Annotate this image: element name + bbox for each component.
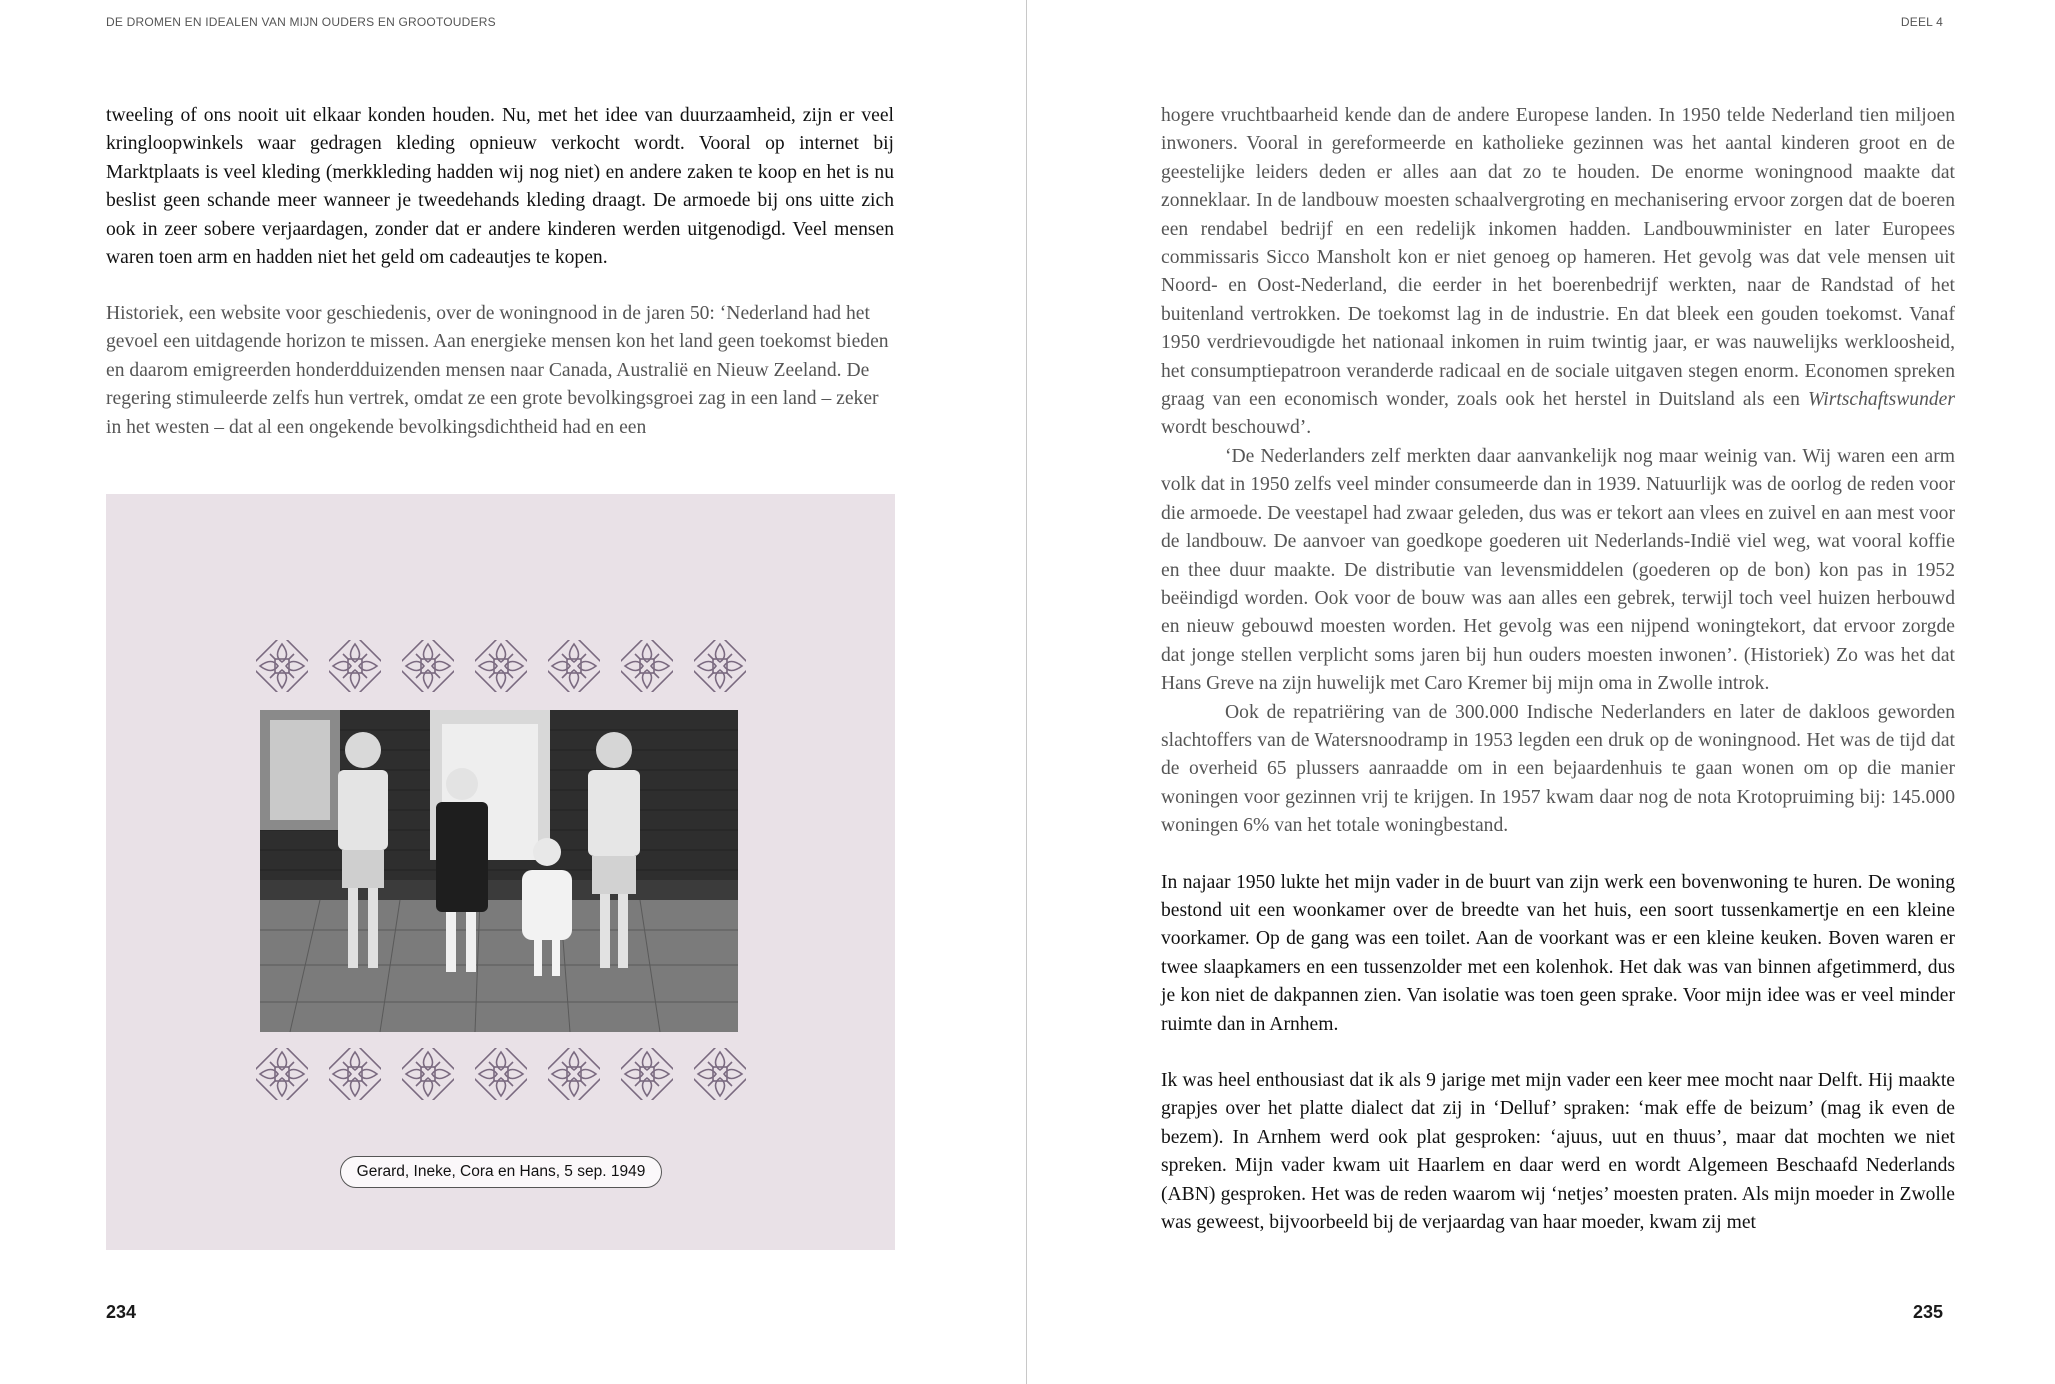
ornament-icon [694, 640, 746, 692]
running-head-right: DEEL 4 [1900, 15, 1943, 29]
ornament-icon [329, 1048, 381, 1100]
ornament-icon [548, 640, 600, 692]
paragraph-text: wordt beschouwd’. [1161, 417, 1312, 439]
paragraph: In najaar 1950 lukte het mijn vader in de buurt van zijn werk een bovenwoning te huren. De woning bestond uit een woonkamer over de breedte van het huis, een soort tussenkamertje en een kleine voorkamer. Op de gang was een toilet. Aan de voorkant was er een kleine keuken. Boven waren er twee slaapkamers en een tussenzolder met een kolenhok. Het dak was van binnen afgetimmerd, dus je kon niet de dakpannen zien. Van isolatie was toen geen sprake. Voor mijn idee was er veel minder ruimte dan in Arnhem. [1161, 871, 1955, 1035]
ornament-icon [548, 1048, 600, 1100]
page-number-left: 234 [106, 1302, 137, 1322]
paragraph: Ook de repatriëring van de 300.000 Indische Nederlanders en later de dakloos geworden slachtoffers van de Watersnoodramp in 1953 legden een druk op de woningnood. Het was de tijd dat de overheid 65 plussers aanraadde om in een bejaardenhuis te gaan wonen om op die manier woningen voor gezinnen vrij te krijgen. In 1957 kwam daar nog de nota Krotopruiming bij: 145.000 woningen 6% van het totale woningbestand. [1161, 701, 1955, 837]
paragraph: ‘De Nederlanders zelf merkten daar aanvankelijk nog maar weinig van. Wij waren een arm volk dat in 1950 zelfs veel minder consumeerde dan in 1939. Natuurlijk was de oorlog de reden voor die armoede. De veestapel had zwaar geleden, dus was er tekort aan vlees en zuivel en aan mest voor de landbouw. De aanvoer van goedkope goederen uit Nederlands-Indië viel weg, wat vooral koffie en thee duur maakte. De distributie van levensmiddelen (goederen op de bon) kon pas in 1952 beëindigd worden. Ook voor de bouw was aan alles een gebrek, terwijl toch veel huizen herbouwd en nieuw gebouwd moesten worden. Het gevolg was een nijpend woningtekort, dat ervoor zorgde dat jonge stellen verplicht soms jaren bij hun ouders moesten inwonen’. (Historiek) Zo was het dat Hans Greve na zijn huwelijk met Caro Kremer bij mijn oma in Zwolle introk. [1161, 445, 1955, 695]
ornament-icon [621, 1048, 673, 1100]
paragraph [1161, 102, 1955, 443]
italic-term: Wirtschaftswunder [1808, 389, 1955, 411]
ornament-icon [402, 1048, 454, 1100]
right-text [1161, 102, 1955, 1237]
family-photo [260, 710, 738, 1032]
ornament-icon [475, 1048, 527, 1100]
left-text-quote [106, 300, 894, 442]
left-text-top [106, 102, 894, 272]
ornament-icon [256, 640, 308, 692]
ornament-icon [329, 640, 381, 692]
photo-caption: Gerard, Ineke, Cora en Hans, 5 sep. 1949 [340, 1156, 662, 1188]
running-head-left: DE DROMEN EN IDEALEN VAN MIJN OUDERS EN GROOTOUDERS [106, 15, 496, 29]
photo-figure [106, 494, 895, 1250]
paragraph: tweeling of ons nooit uit elkaar konden houden. Nu, met het idee van duurzaamheid, zijn er veel kringloopwinkels waar gedragen kleding opnieuw verkocht wordt. Vooral op internet bij Marktplaats is veel kleding (merkkleding hadden wij nog niet) en andere zaken te koop en het is nu beslist geen schande meer wanneer je tweedehands kleding draagt. De armoede bij ons uitte zich ook in zeer sobere verjaardagen, zonder dat er andere kinderen werden uitgenodigd. Veel mensen waren toen arm en hadden niet het geld om cadeautjes te kopen. [106, 105, 894, 269]
paragraph: Historiek, een website voor geschiedenis, over de woningnood in de jaren 50: ‘Nederland had het gevoel een uitdagende horizon te missen. Aan energieke mensen kon het land geen toekomst bieden en daarom emigreerden honderdduizenden mensen naar Canada, Australië en Nieuw Zeeland. De regering stimuleerde zelfs hun vertrek, omdat ze een grote bevolkingsgroei zag in een land – zeker in het westen – dat al een ongekende bevolkingsdichtheid had en een [106, 303, 889, 438]
ornament-icon [256, 1048, 308, 1100]
right-page [1027, 0, 2055, 1384]
paragraph-text: hogere vruchtbaarheid kende dan de andere Europese landen. In 1950 telde Nederland tien miljoen inwoners. Vooral in gereformeerde en katholieke gezinnen was het aantal kinderen groot en de geestelijke leiders deden er alles aan dat zo te houden. De enorme woningnood maakte dat zonneklaar. In de landbouw moesten schaalvergroting en mechanisering ervoor zorgen dat de boeren een rendabel bedrijf en een redelijk inkomen hadden. Landbouwminister en later Europees commissaris Sicco Mansholt kon er niet genoeg op hameren. Het gevolg was dat vele mensen uit Noord- en Oost-Nederland, die eerder in het boerenbedrijf werkten, naar de Randstad of het buitenland vertrokken. De toekomst lag in de industrie. En dat bleek een gouden toekomst. Vanaf 1950 verdrievoudigde het nationaal inkomen in ruim twintig jaar, er was nauwelijks werkloosheid, het consumptiepatroon veranderde radicaal en de sociale uitgaven stegen enorm. Economen spreken graag van een economisch wonder, zoals ook het herstel in Duitsland als een [1161, 105, 1955, 411]
ornament-icon [402, 640, 454, 692]
ornament-row-top [256, 640, 746, 692]
paragraph: Ik was heel enthousiast dat ik als 9 jarige met mijn vader een keer mee mocht naar Delft. Hij maakte grapjes over het platte dialect dat zij in ‘Delluf’ spraken: ‘mak effe de beizum’ (mag ik even de bezem). In Arnhem werd ook plat gesproken: ‘ajuus, uut en thuus’, maar dat mochten we niet spreken. Mijn vader kwam uit Haarlem en daar werd en wordt Algemeen Beschaafd Nederlands (ABN) gesproken. Het was de reden waarom wij ‘netjes’ moesten praten. Als mijn moeder in Zwolle was geweest, bijvoorbeeld bij de verjaardag van haar moeder, kwam zij met [1161, 1070, 1955, 1234]
left-page [0, 0, 1027, 1384]
ornament-icon [475, 640, 527, 692]
ornament-icon [694, 1048, 746, 1100]
photo-image [260, 710, 738, 1032]
ornament-row-bottom [256, 1048, 746, 1100]
ornament-icon [621, 640, 673, 692]
page-number-right: 235 [1912, 1302, 1943, 1322]
